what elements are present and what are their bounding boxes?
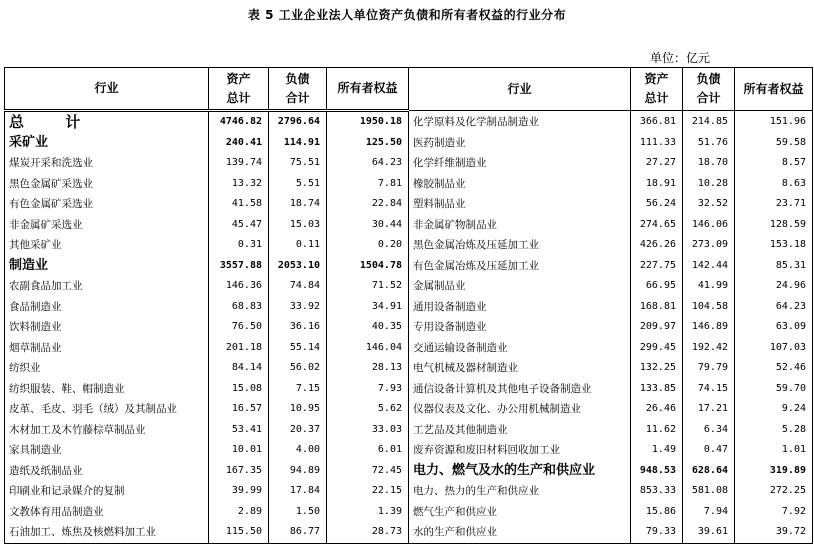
assets-value-right: 227.75 (631, 256, 683, 277)
equity-value-left: 1.39 (327, 502, 409, 523)
header-liab-right (683, 68, 735, 111)
industry-name-left: 印刷业和记录媒介的复制 (5, 481, 209, 502)
assets-value-left: 15.08 (209, 379, 269, 400)
header-assets-line1: 资产 (226, 71, 251, 86)
liab-value-right: 39.61 (683, 522, 735, 543)
assets-value-left: 146.36 (209, 276, 269, 297)
industry-name-left: 采矿业 (5, 133, 209, 154)
assets-value-left: 53.41 (209, 420, 269, 441)
liab-value-right: 146.06 (683, 215, 735, 236)
industry-name-right: 废弃资源和废旧材料回收加工业 (409, 440, 631, 461)
table-row (5, 174, 813, 195)
header-liab-line1: 负债 (285, 71, 310, 86)
liab-value-left: 36.16 (269, 317, 327, 338)
assets-value-right: 366.81 (631, 111, 683, 133)
equity-value-right: 151.96 (735, 111, 813, 133)
equity-value-left: 22.15 (327, 481, 409, 502)
industry-name-left: 农副食品加工业 (5, 276, 209, 297)
equity-value-left: 72.45 (327, 461, 409, 482)
assets-value-right: 18.91 (631, 174, 683, 195)
equity-value-left: 7.81 (327, 174, 409, 195)
industry-name-left: 有色金属矿采选业 (5, 194, 209, 215)
industry-name-left: 其他采矿业 (5, 235, 209, 256)
industry-table (4, 67, 813, 544)
equity-value-left: 1950.18 (327, 111, 409, 133)
industry-name-right: 橡胶制品业 (409, 174, 631, 195)
assets-value-right: 79.33 (631, 522, 683, 543)
liab-value-left: 10.95 (269, 399, 327, 420)
industry-name-right: 通信设备计算机及其他电子设备制造业 (409, 379, 631, 400)
liab-value-left: 114.91 (269, 133, 327, 154)
table-row (5, 358, 813, 379)
equity-value-right: 272.25 (735, 481, 813, 502)
liab-value-right: 7.94 (683, 502, 735, 523)
table-row (5, 194, 813, 215)
equity-value-right: 1.01 (735, 440, 813, 461)
equity-value-left: 40.35 (327, 317, 409, 338)
header-assets-left (209, 68, 269, 111)
industry-name-right: 非金属矿物制品业 (409, 215, 631, 236)
header-assets-line2: 总计 (644, 91, 669, 105)
industry-name-right: 专用设备制造业 (409, 317, 631, 338)
assets-value-right: 853.33 (631, 481, 683, 502)
equity-value-right: 39.72 (735, 522, 813, 543)
table-row (5, 440, 813, 461)
industry-name-left: 食品制造业 (5, 297, 209, 318)
industry-name-right: 水的生产和供应业 (409, 522, 631, 543)
industry-name-right: 燃气生产和供应业 (409, 502, 631, 523)
header-liab-line2: 合计 (696, 91, 721, 105)
liab-value-right: 6.34 (683, 420, 735, 441)
unit-label: 单位：亿元 (649, 51, 710, 65)
assets-value-left: 115.50 (209, 522, 269, 543)
equity-value-right: 153.18 (735, 235, 813, 256)
assets-value-left: 3557.88 (209, 256, 269, 277)
equity-value-left: 6.01 (327, 440, 409, 461)
assets-value-left: 240.41 (209, 133, 269, 154)
equity-value-right: 63.09 (735, 317, 813, 338)
equity-value-left: 7.93 (327, 379, 409, 400)
assets-value-right: 15.86 (631, 502, 683, 523)
assets-value-left: 16.57 (209, 399, 269, 420)
industry-name-left: 文教体育用品制造业 (5, 502, 209, 523)
header-equity-right: 所有者权益 (735, 68, 813, 111)
assets-value-left: 76.50 (209, 317, 269, 338)
industry-name-left: 木材加工及木竹藤棕草制品业 (5, 420, 209, 441)
equity-value-right: 85.31 (735, 256, 813, 277)
assets-value-right: 299.45 (631, 338, 683, 359)
liab-value-right: 146.89 (683, 317, 735, 338)
industry-name-left: 家具制造业 (5, 440, 209, 461)
equity-value-left: 0.20 (327, 235, 409, 256)
equity-value-right: 52.46 (735, 358, 813, 379)
industry-name-right: 仪器仪表及文化、办公用机械制造业 (409, 399, 631, 420)
assets-value-left: 13.32 (209, 174, 269, 195)
liab-value-left: 7.15 (269, 379, 327, 400)
liab-value-right: 581.08 (683, 481, 735, 502)
table-row (5, 399, 813, 420)
equity-value-left: 28.73 (327, 522, 409, 543)
assets-value-right: 426.26 (631, 235, 683, 256)
table-row (5, 215, 813, 236)
liab-value-right: 104.58 (683, 297, 735, 318)
assets-value-right: 27.27 (631, 153, 683, 174)
industry-name-right: 通用设备制造业 (409, 297, 631, 318)
equity-value-left: 34.91 (327, 297, 409, 318)
header-liab-line1: 负债 (696, 72, 721, 86)
assets-value-left: 84.14 (209, 358, 269, 379)
table-row (5, 297, 813, 318)
table-row (5, 317, 813, 338)
equity-value-left: 125.50 (327, 133, 409, 154)
assets-value-right: 66.95 (631, 276, 683, 297)
liab-value-right: 41.99 (683, 276, 735, 297)
assets-value-right: 111.33 (631, 133, 683, 154)
equity-value-right: 128.59 (735, 215, 813, 236)
liab-value-right: 17.21 (683, 399, 735, 420)
industry-name-left: 纺织业 (5, 358, 209, 379)
equity-value-left: 1504.78 (327, 256, 409, 277)
liab-value-left: 18.74 (269, 194, 327, 215)
industry-name-left: 总 计 (5, 111, 209, 133)
assets-value-right: 209.97 (631, 317, 683, 338)
liab-value-left: 2053.10 (269, 256, 327, 277)
table-row (5, 481, 813, 502)
industry-name-left: 煤炭开采和洗选业 (5, 153, 209, 174)
liab-value-left: 2796.64 (269, 111, 327, 133)
industry-name-right: 塑料制品业 (409, 194, 631, 215)
industry-name-right: 交通运输设备制造业 (409, 338, 631, 359)
header-liab-left (269, 68, 327, 111)
header-assets-line2: 总计 (226, 90, 251, 105)
table-header-row (5, 68, 813, 111)
header-equity-left: 所有者权益 (327, 68, 409, 111)
assets-value-left: 10.01 (209, 440, 269, 461)
industry-name-left: 制造业 (5, 256, 209, 277)
table-row (5, 461, 813, 482)
liab-value-right: 32.52 (683, 194, 735, 215)
assets-value-left: 68.83 (209, 297, 269, 318)
equity-value-right: 59.70 (735, 379, 813, 400)
liab-value-left: 20.37 (269, 420, 327, 441)
liab-value-right: 10.28 (683, 174, 735, 195)
equity-value-right: 319.89 (735, 461, 813, 482)
liab-value-left: 0.11 (269, 235, 327, 256)
header-liab-line2: 合计 (285, 90, 310, 105)
table-row (5, 502, 813, 523)
table-row (5, 235, 813, 256)
equity-value-right: 9.24 (735, 399, 813, 420)
header-industry-right: 行业 (409, 68, 631, 111)
equity-value-right: 24.96 (735, 276, 813, 297)
assets-value-right: 274.65 (631, 215, 683, 236)
liab-value-left: 75.51 (269, 153, 327, 174)
liab-value-left: 33.92 (269, 297, 327, 318)
assets-value-right: 133.85 (631, 379, 683, 400)
assets-value-right: 168.81 (631, 297, 683, 318)
liab-value-right: 74.15 (683, 379, 735, 400)
equity-value-left: 5.62 (327, 399, 409, 420)
assets-value-left: 39.99 (209, 481, 269, 502)
assets-value-left: 4746.82 (209, 111, 269, 133)
assets-value-left: 2.89 (209, 502, 269, 523)
table-row (5, 522, 813, 543)
equity-value-right: 8.63 (735, 174, 813, 195)
equity-value-right: 64.23 (735, 297, 813, 318)
equity-value-right: 7.92 (735, 502, 813, 523)
assets-value-left: 201.18 (209, 338, 269, 359)
equity-value-right: 8.57 (735, 153, 813, 174)
equity-value-left: 33.03 (327, 420, 409, 441)
assets-value-left: 41.58 (209, 194, 269, 215)
equity-value-left: 30.44 (327, 215, 409, 236)
equity-value-left: 146.04 (327, 338, 409, 359)
liab-value-left: 55.14 (269, 338, 327, 359)
assets-value-right: 1.49 (631, 440, 683, 461)
liab-value-right: 51.76 (683, 133, 735, 154)
equity-value-right: 107.03 (735, 338, 813, 359)
equity-value-left: 64.23 (327, 153, 409, 174)
assets-value-left: 45.47 (209, 215, 269, 236)
header-industry-left: 行业 (5, 68, 209, 111)
industry-name-right: 电力、热力的生产和供应业 (409, 481, 631, 502)
liab-value-left: 86.77 (269, 522, 327, 543)
table-row (5, 338, 813, 359)
assets-value-right: 132.25 (631, 358, 683, 379)
industry-name-right: 电力、燃气及水的生产和供应业 (409, 461, 631, 482)
table-body (5, 111, 813, 544)
table-row (5, 420, 813, 441)
liab-value-left: 1.50 (269, 502, 327, 523)
industry-name-left: 烟草制品业 (5, 338, 209, 359)
equity-value-right: 59.58 (735, 133, 813, 154)
assets-value-right: 56.24 (631, 194, 683, 215)
assets-value-left: 167.35 (209, 461, 269, 482)
industry-name-left: 造纸及纸制品业 (5, 461, 209, 482)
industry-name-left: 饮料制造业 (5, 317, 209, 338)
liab-value-right: 79.79 (683, 358, 735, 379)
equity-value-right: 5.28 (735, 420, 813, 441)
liab-value-left: 56.02 (269, 358, 327, 379)
liab-value-right: 18.70 (683, 153, 735, 174)
liab-value-left: 15.03 (269, 215, 327, 236)
liab-value-right: 214.85 (683, 111, 735, 133)
assets-value-left: 139.74 (209, 153, 269, 174)
table-title: 表 5 工业企业法人单位资产负债和所有者权益的行业分布 (247, 8, 567, 22)
industry-name-right: 黑色金属冶炼及压延加工业 (409, 235, 631, 256)
liab-value-right: 142.44 (683, 256, 735, 277)
assets-value-right: 11.62 (631, 420, 683, 441)
industry-name-right: 工艺品及其他制造业 (409, 420, 631, 441)
industry-name-right: 电气机械及器材制造业 (409, 358, 631, 379)
liab-value-right: 628.64 (683, 461, 735, 482)
table-row (5, 111, 813, 133)
liab-value-right: 192.42 (683, 338, 735, 359)
table-row (5, 153, 813, 174)
table-row (5, 133, 813, 154)
industry-name-left: 石油加工、炼焦及核燃料加工业 (5, 522, 209, 543)
industry-name-right: 化学纤维制造业 (409, 153, 631, 174)
liab-value-left: 5.51 (269, 174, 327, 195)
header-assets-line1: 资产 (644, 72, 669, 86)
industry-name-right: 有色金属冶炼及压延加工业 (409, 256, 631, 277)
liab-value-left: 94.89 (269, 461, 327, 482)
equity-value-left: 28.13 (327, 358, 409, 379)
table-row (5, 276, 813, 297)
liab-value-left: 17.84 (269, 481, 327, 502)
industry-name-left: 非金属矿采选业 (5, 215, 209, 236)
assets-value-right: 26.46 (631, 399, 683, 420)
industry-name-right: 医药制造业 (409, 133, 631, 154)
assets-value-left: 0.31 (209, 235, 269, 256)
equity-value-left: 71.52 (327, 276, 409, 297)
liab-value-right: 273.09 (683, 235, 735, 256)
header-assets-right (631, 68, 683, 111)
table-row (5, 256, 813, 277)
industry-name-left: 皮革、毛皮、羽毛（绒）及其制品业 (5, 399, 209, 420)
liab-value-left: 74.84 (269, 276, 327, 297)
equity-value-right: 23.71 (735, 194, 813, 215)
table-row (5, 379, 813, 400)
liab-value-right: 0.47 (683, 440, 735, 461)
equity-value-left: 22.84 (327, 194, 409, 215)
industry-name-left: 纺织服装、鞋、帽制造业 (5, 379, 209, 400)
industry-name-right: 化学原料及化学制品制造业 (409, 111, 631, 133)
assets-value-right: 948.53 (631, 461, 683, 482)
liab-value-left: 4.00 (269, 440, 327, 461)
industry-name-left: 黑色金属矿采选业 (5, 174, 209, 195)
industry-name-right: 金属制品业 (409, 276, 631, 297)
